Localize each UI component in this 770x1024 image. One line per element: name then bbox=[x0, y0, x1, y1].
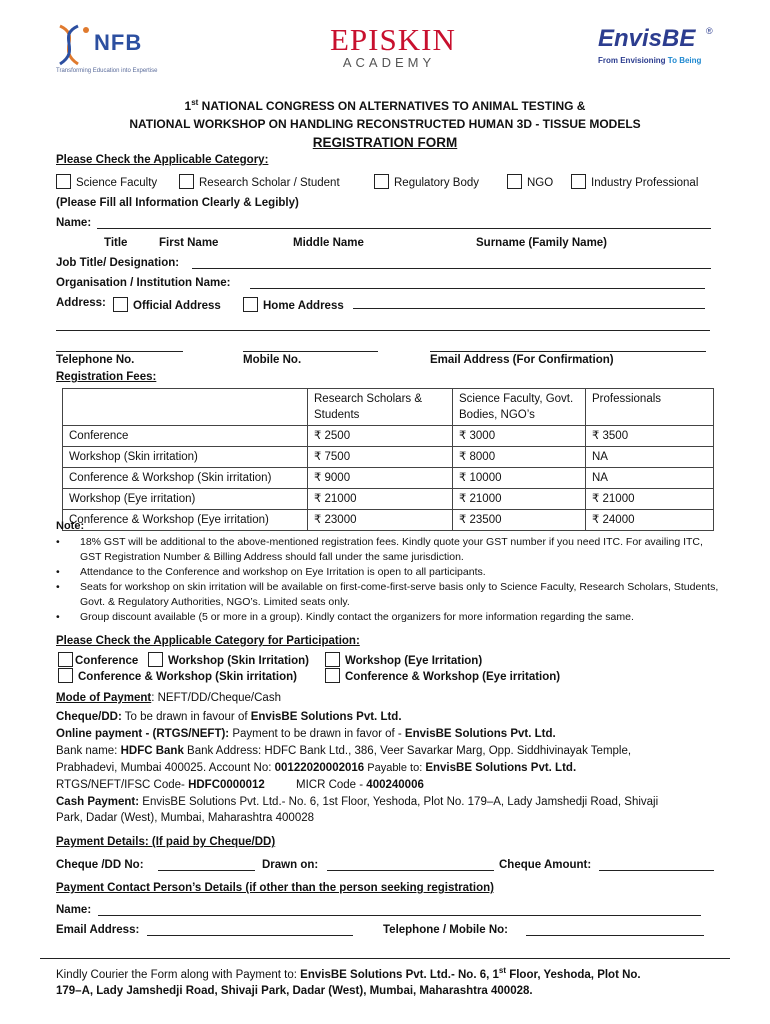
footer-divider bbox=[40, 958, 730, 959]
contact-email-field[interactable] bbox=[147, 925, 353, 936]
participation-conference[interactable] bbox=[58, 652, 138, 667]
footer-text-b: EnvisBE Solutions Pvt. Ltd.- No. 6, 1 bbox=[300, 968, 499, 981]
micr-details bbox=[296, 779, 424, 791]
fees-heading: Registration Fees: bbox=[56, 371, 157, 383]
online-payment-info bbox=[56, 728, 556, 740]
episkin-logo bbox=[330, 22, 456, 80]
table-row bbox=[63, 489, 714, 510]
ifsc-details bbox=[56, 779, 265, 791]
job-title-field[interactable] bbox=[192, 258, 711, 269]
payment-mode-value: : NEFT/DD/Cheque/Cash bbox=[151, 692, 281, 704]
contact-name-field[interactable] bbox=[98, 905, 701, 916]
checkbox[interactable] bbox=[58, 652, 73, 667]
table-row bbox=[63, 510, 714, 531]
registered-mark: ® bbox=[706, 26, 713, 36]
option-label: Conference & Workshop (Skin irritation) bbox=[78, 671, 297, 683]
official-address-label: Official Address bbox=[133, 300, 221, 312]
name-part-first: First Name bbox=[159, 237, 219, 249]
home-address-label: Home Address bbox=[263, 300, 344, 312]
payment-mode-label: Mode of Payment bbox=[56, 692, 152, 704]
name-label: Name: bbox=[56, 217, 92, 229]
home-address-option[interactable] bbox=[243, 297, 344, 312]
table-cell: Conference & Workshop (Skin irritation) bbox=[63, 468, 308, 489]
dna-helix-icon bbox=[52, 22, 96, 68]
footer-text-a: Kindly Courier the Form along with Payment to: bbox=[56, 968, 301, 981]
episkin-logo-text: EPISKIN bbox=[330, 22, 456, 57]
fees-table bbox=[62, 388, 714, 531]
micr-label: MICR Code - bbox=[296, 779, 367, 791]
drawn-on-label: Drawn on: bbox=[262, 859, 319, 871]
table-cell: ₹ 2500 bbox=[308, 426, 453, 447]
checkbox[interactable] bbox=[148, 652, 163, 667]
table-cell: ₹ 21000 bbox=[308, 489, 453, 510]
logo-bar bbox=[0, 22, 770, 82]
workshop-title: NATIONAL WORKSHOP ON HANDLING RECONSTRUCTED HUMAN 3D - TISSUE MODELS bbox=[129, 117, 641, 131]
address-label: Address: bbox=[56, 297, 106, 309]
bank-address: Bank Address: HDFC Bank Ltd., 386, Veer Savarkar Marg, Opp. Siddhivinayak Temple, bbox=[183, 745, 632, 757]
participation-workshop-skin[interactable] bbox=[148, 652, 309, 667]
option-label: Industry Professional bbox=[591, 177, 699, 189]
table-header-row bbox=[63, 389, 714, 426]
table-cell: Workshop (Skin irritation) bbox=[63, 447, 308, 468]
payment-mode bbox=[56, 692, 281, 704]
bank-details bbox=[56, 745, 631, 757]
cheque-dd-info bbox=[56, 711, 402, 723]
contact-phone-label: Telephone / Mobile No: bbox=[383, 924, 509, 936]
checkbox[interactable] bbox=[179, 174, 194, 189]
organisation-field[interactable] bbox=[250, 278, 705, 289]
bank-name-label: Bank name: bbox=[56, 745, 121, 757]
table-cell: Conference & Workshop (Eye irritation) bbox=[63, 510, 308, 531]
email-label: Email Address (For Confirmation) bbox=[430, 354, 614, 366]
checkbox[interactable] bbox=[374, 174, 389, 189]
category-option-regulatory-body[interactable] bbox=[374, 174, 479, 189]
official-address-option[interactable] bbox=[113, 297, 221, 312]
name-part-middle: Middle Name bbox=[293, 237, 364, 249]
participation-conf-workshop-skin[interactable] bbox=[58, 668, 297, 683]
table-cell: ₹ 21000 bbox=[586, 489, 714, 510]
bank-address-2: Prabhadevi, Mumbai 400025. Account No: bbox=[56, 762, 275, 774]
account-number: 00122020002016 bbox=[274, 762, 365, 774]
table-cell: ₹ 8000 bbox=[453, 447, 586, 468]
title-prefix: 1 bbox=[184, 99, 192, 113]
checkbox[interactable] bbox=[56, 174, 71, 189]
bank-name: HDFC Bank bbox=[120, 745, 184, 757]
table-header-cell: Science Faculty, Govt. Bodies, NGO’s bbox=[453, 389, 586, 426]
payable-to-label: Payable to: bbox=[364, 762, 426, 774]
cheque-payee: EnvisBE Solutions Pvt. Ltd. bbox=[250, 711, 402, 723]
payable-name: EnvisBE Solutions Pvt. Ltd. bbox=[425, 762, 577, 774]
envisbe-tagline bbox=[598, 56, 718, 65]
table-row bbox=[63, 468, 714, 489]
online-label: Online payment - (RTGS/NEFT): bbox=[56, 728, 230, 740]
checkbox[interactable] bbox=[58, 668, 73, 683]
ifsc-code: HDFC0000012 bbox=[188, 779, 265, 791]
telephone-field[interactable] bbox=[56, 341, 183, 352]
option-label: Research Scholar / Student bbox=[199, 177, 340, 189]
episkin-logo-sub: ACADEMY bbox=[342, 55, 436, 70]
table-cell: ₹ 3500 bbox=[586, 426, 714, 447]
nfb-logo-text: NFB bbox=[94, 30, 143, 55]
contact-phone-field[interactable] bbox=[526, 925, 704, 936]
list-item: • Group discount available (5 or more in a group). Kindly contact the organizers for more information regarding the same. bbox=[56, 610, 720, 625]
payment-details-heading: Payment Details: (If paid by Cheque/DD) bbox=[56, 836, 276, 848]
table-header-cell: Research Scholars & Students bbox=[308, 389, 453, 426]
fill-instruction: (Please Fill all Information Clearly & Legibly) bbox=[56, 197, 299, 209]
category-option-science-faculty[interactable] bbox=[56, 174, 157, 189]
mobile-label: Mobile No. bbox=[243, 354, 302, 366]
title-sup: st bbox=[191, 98, 199, 107]
table-row bbox=[63, 447, 714, 468]
congress-title bbox=[0, 98, 770, 113]
option-label: NGO bbox=[527, 177, 554, 189]
table-cell: ₹ 7500 bbox=[308, 447, 453, 468]
list-item: • 18% GST will be additional to the above-mentioned registration fees. Kindly quote your GST number if you need ITC. For availing ITC, GST Registration Number & Billing Address should fall under the same jurisdiction. bbox=[56, 535, 720, 565]
list-item: • Attendance to the Conference and workshop on Eye Irritation is open to all participants. bbox=[56, 565, 720, 580]
table-cell: ₹ 23000 bbox=[308, 510, 453, 531]
account-details bbox=[56, 762, 576, 774]
cash-address-2: Park, Dadar (West), Mumbai, Maharashtra 400028 bbox=[56, 812, 315, 824]
table-cell: Workshop (Eye irritation) bbox=[63, 489, 308, 510]
footer-sup: st bbox=[498, 966, 507, 975]
table-header-cell bbox=[63, 389, 308, 426]
cheque-no-field[interactable] bbox=[158, 860, 255, 871]
drawn-on-field[interactable] bbox=[327, 860, 494, 871]
contact-heading: Payment Contact Person’s Details (if other than the person seeking registration) bbox=[56, 882, 494, 894]
table-header-cell: Professionals bbox=[586, 389, 714, 426]
checkbox[interactable] bbox=[325, 652, 340, 667]
option-label: Science Faculty bbox=[76, 177, 158, 189]
table-cell: ₹ 24000 bbox=[586, 510, 714, 531]
checkbox[interactable] bbox=[571, 174, 586, 189]
option-label: Workshop (Skin Irritation) bbox=[168, 655, 309, 667]
cash-label: Cash Payment: bbox=[56, 796, 140, 808]
ifsc-label: RTGS/NEFT/IFSC Code- bbox=[56, 779, 189, 791]
checkbox[interactable] bbox=[113, 297, 128, 312]
category-heading: Please Check the Applicable Category: bbox=[56, 154, 269, 166]
option-label: Workshop (Eye Irritation) bbox=[345, 655, 483, 667]
online-payee: EnvisBE Solutions Pvt. Ltd. bbox=[404, 728, 556, 740]
table-cell: ₹ 23500 bbox=[453, 510, 586, 531]
table-cell: ₹ 21000 bbox=[453, 489, 586, 510]
category-option-ngo[interactable] bbox=[507, 174, 553, 189]
name-field[interactable] bbox=[97, 218, 711, 229]
organisation-label: Organisation / Institution Name: bbox=[56, 277, 231, 289]
envisbe-logo-text: EnvisBE bbox=[598, 25, 696, 52]
cheque-amount-field[interactable] bbox=[599, 860, 714, 871]
list-item: • Seats for workshop on skin irritation will be available on first-come-first-serve basis only to Science Faculty, Research Scholars, Students, Govt. & Regulatory Authorities, NGO’s. Limited seats only. bbox=[56, 580, 720, 610]
title-rest: NATIONAL CONGRESS ON ALTERNATIVES TO ANIMAL TESTING & bbox=[198, 99, 586, 113]
option-label: Conference bbox=[75, 655, 139, 667]
form-title: REGISTRATION FORM bbox=[312, 135, 458, 150]
footer-line1 bbox=[56, 966, 641, 981]
checkbox[interactable] bbox=[325, 668, 340, 683]
cheque-amount-label: Cheque Amount: bbox=[499, 859, 592, 871]
participation-workshop-eye[interactable] bbox=[325, 652, 482, 667]
email-field[interactable] bbox=[430, 341, 706, 352]
name-part-title: Title bbox=[104, 237, 128, 249]
cheque-text: To be drawn in favour of bbox=[121, 711, 251, 723]
contact-name-label: Name: bbox=[56, 904, 92, 916]
note-list bbox=[56, 535, 720, 625]
mobile-field[interactable] bbox=[243, 341, 378, 352]
telephone-label: Telephone No. bbox=[56, 354, 135, 366]
footer-line2: 179–A, Lady Jamshedji Road, Shivaji Park, Dadar (West), Mumbai, Maharashtra 400028. bbox=[56, 985, 533, 997]
option-label: Conference & Workshop (Eye irritation) bbox=[345, 671, 561, 683]
footer-text-c: Floor, Yeshoda, Plot No. bbox=[506, 968, 641, 981]
nfb-logo bbox=[52, 22, 192, 78]
micr-code: 400240006 bbox=[366, 779, 424, 791]
address-field-line2[interactable] bbox=[56, 320, 710, 331]
cash-text: EnvisBE Solutions Pvt. Ltd.- No. 6, 1st Floor, Yeshoda, Plot No. 179–A, Lady Jamshedji Road, Shivaji bbox=[139, 796, 659, 808]
note-heading: Note: bbox=[56, 520, 85, 532]
table-cell: ₹ 3000 bbox=[453, 426, 586, 447]
cheque-no-label: Cheque /DD No: bbox=[56, 859, 144, 871]
table-cell: NA bbox=[586, 447, 714, 468]
checkbox[interactable] bbox=[243, 297, 258, 312]
checkbox[interactable] bbox=[507, 174, 522, 189]
online-text: Payment to be drawn in favor of - bbox=[229, 728, 405, 740]
table-cell: ₹ 10000 bbox=[453, 468, 586, 489]
table-cell: Conference bbox=[63, 426, 308, 447]
name-part-surname: Surname (Family Name) bbox=[476, 237, 608, 249]
address-field-line1[interactable] bbox=[353, 298, 705, 309]
nfb-tagline: Transforming Education into Expertise bbox=[56, 68, 158, 74]
table-row bbox=[63, 426, 714, 447]
envisbe-tagline-a: From Envisioning bbox=[598, 56, 666, 65]
participation-conf-workshop-eye[interactable] bbox=[325, 668, 560, 683]
category-option-research-scholar[interactable] bbox=[179, 174, 340, 189]
option-label: Regulatory Body bbox=[394, 177, 480, 189]
contact-email-label: Email Address: bbox=[56, 924, 140, 936]
cash-payment-info bbox=[56, 796, 658, 808]
participation-heading: Please Check the Applicable Category for Participation: bbox=[56, 635, 360, 647]
table-cell: NA bbox=[586, 468, 714, 489]
cheque-label: Cheque/DD: bbox=[56, 711, 122, 723]
envisbe-logo bbox=[598, 24, 718, 80]
table-cell: ₹ 9000 bbox=[308, 468, 453, 489]
envisbe-tagline-b: To Being bbox=[667, 56, 702, 65]
category-option-industry-professional[interactable] bbox=[571, 174, 698, 189]
job-title-label: Job Title/ Designation: bbox=[56, 257, 180, 269]
